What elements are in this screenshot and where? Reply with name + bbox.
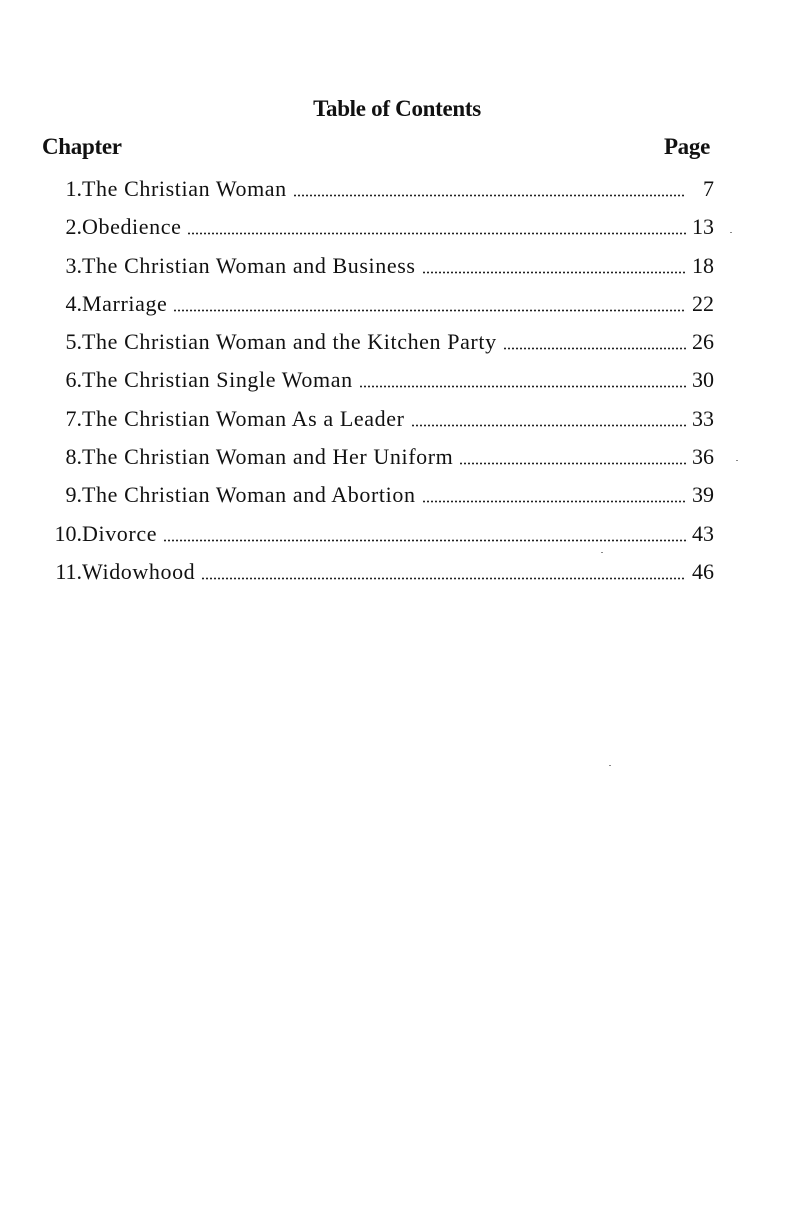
toc-entry-title: The Christian Woman and the Kitchen Party — [82, 329, 497, 355]
toc-entry-number: 2. — [65, 214, 82, 240]
toc-entry-number: 11. — [55, 558, 82, 584]
dot-leader — [359, 374, 686, 388]
toc-entry-title: Marriage — [82, 290, 168, 316]
toc-entry-page: 36 — [692, 444, 714, 470]
toc-entry-page: 33 — [692, 405, 714, 431]
scan-speck — [736, 460, 738, 461]
toc-entry-title: Widowhood — [82, 558, 196, 584]
toc-entry-page: 30 — [692, 367, 714, 393]
chapter-column-header: Chapter — [42, 134, 122, 159]
toc-entry-number: 9. — [65, 482, 82, 508]
dot-leader — [201, 566, 686, 580]
page-column-header: Page — [663, 134, 710, 159]
toc-entry-number: 8. — [65, 444, 82, 470]
scan-speck — [601, 552, 603, 553]
toc-entry — [42, 208, 714, 246]
toc-entry-page: 43 — [692, 520, 714, 546]
toc-entry-title: The Christian Woman and Abortion — [82, 482, 416, 508]
dot-leader — [503, 336, 686, 350]
toc-entry-page: 22 — [692, 290, 714, 316]
toc-entry-number: 7. — [65, 405, 82, 431]
toc-entry-number: 1. — [65, 176, 82, 201]
toc-entry — [42, 476, 714, 514]
dot-leader — [459, 451, 686, 465]
toc-entry-page: 46 — [692, 558, 714, 584]
toc-entry-page: 39 — [692, 482, 714, 508]
toc-entry-number: 4. — [65, 290, 82, 316]
toc-entry-page: 7 — [703, 176, 714, 201]
toc-entry-number: 10. — [54, 520, 82, 546]
toc-entry-title: Obedience — [82, 214, 182, 240]
toc-entry-title: Divorce — [82, 520, 158, 546]
dot-leader — [293, 183, 686, 197]
toc-entry — [42, 323, 714, 361]
toc-entry-number: 3. — [65, 252, 82, 278]
toc-entry-page: 26 — [692, 329, 714, 355]
dot-leader — [411, 413, 686, 427]
toc-entry-title: The Christian Woman — [82, 176, 287, 201]
dot-leader — [422, 489, 686, 503]
toc-entry — [42, 285, 714, 323]
toc-entry-page: 18 — [692, 252, 714, 278]
scan-speck — [609, 765, 611, 766]
dot-leader — [163, 528, 686, 542]
toc-entry-title: The Christian Woman As a Leader — [82, 405, 405, 431]
dot-leader — [187, 221, 686, 235]
toc-entry — [42, 553, 714, 591]
toc-entry-title: The Christian Single Woman — [82, 367, 353, 393]
toc-entry — [42, 400, 714, 438]
toc-entry-title: The Christian Woman and Her Uniform — [82, 444, 454, 470]
toc-entry-page: 13 — [692, 214, 714, 240]
scan-speck — [730, 232, 732, 233]
toc-list — [42, 170, 714, 591]
toc-entry-number: 5. — [65, 329, 82, 355]
column-headers — [42, 134, 710, 164]
dot-leader — [422, 260, 686, 274]
toc-entry — [42, 247, 714, 285]
toc-entry-title: The Christian Woman and Business — [82, 252, 416, 278]
toc-entry — [42, 170, 714, 208]
toc-entry-number: 6. — [65, 367, 82, 393]
toc-entry — [42, 438, 714, 476]
dot-leader — [173, 298, 686, 312]
page-title: Table of Contents — [313, 96, 481, 121]
toc-entry — [42, 361, 714, 399]
toc-entry — [42, 515, 714, 553]
